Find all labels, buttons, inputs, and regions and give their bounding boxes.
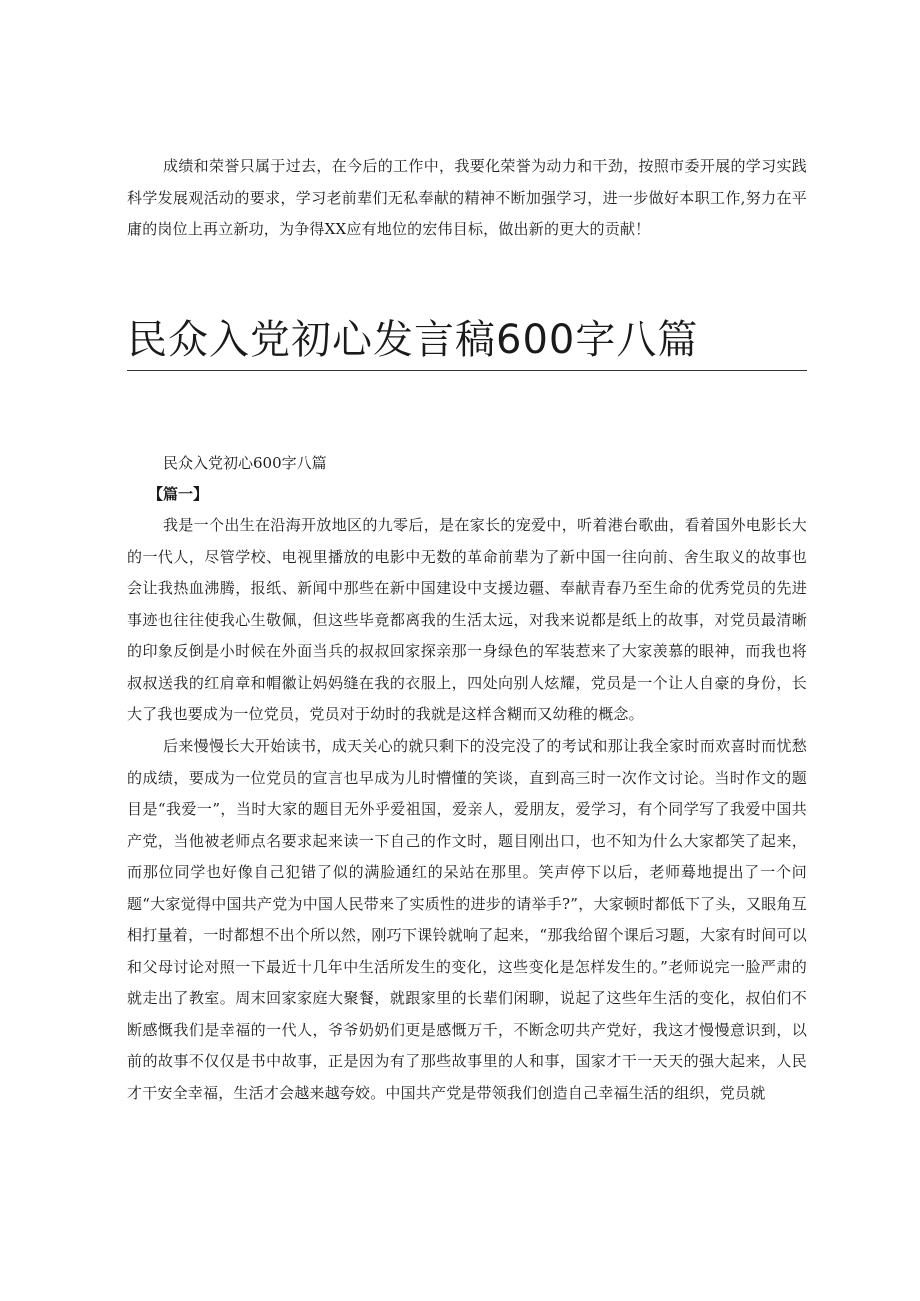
document-title-block (127, 312, 807, 371)
document-subtitle: 民众入党初心600字八篇 (163, 454, 327, 472)
document-title: 民众入党初心发言稿600字八篇 (127, 317, 699, 363)
body-paragraph: 我是一个出生在沿海开放地区的九零后，是在家长的宠爱中，听着港台歌曲，看着国外电影长大的一代人，尽管学校、电视里播放的电影中无数的革命前辈为了新中国一往向前、舍生取义的故事也会让我热血沸腾，报纸、新闻中那些在新中国建设中支援边疆、奉献青春乃至生命的优秀党员的先进事迹也往往使我心生敬佩，但这些毕竟都离我的生活太远，对我来说都是纸上的故事，对党员最清晰的印象反倒是小时候在外面当兵的叔叔回家探亲那一身绿色的军装惹来了大家羡慕的眼神，而我也将叔叔送我的红肩章和帽徽让妈妈缝在我的衣服上，四处向别人炫耀，党员是一个让人自豪的身份，长大了我也要成为一位党员，党员对于幼时的我就是这样含糊而又幼稚的概念。 (127, 516, 807, 723)
intro-paragraph: 成绩和荣誉只属于过去，在今后的工作中，我要化荣誉为动力和干劲，按照市委开展的学习实践科学发展观活动的要求，学习老前辈们无私奉献的精神不断加强学习，进一步做好本职工作,努力在平庸的岗位上再立新功，为争得XX应有地位的宏伟目标，做出新的更大的贡献！ (127, 157, 807, 238)
body-paragraph: 后来慢慢长大开始读书，成天关心的就只剩下的没完没了的考试和那让我全家时而欢喜时而忧愁的成绩，要成为一位党员的宣言也早成为儿时懵懂的笑谈，直到高三时一次作文讨论。当时作文的题目是“我爱一”，当时大家的题目无外乎爱祖国，爱亲人，爱朋友，爱学习，有个同学写了我爱中国共产党，当他被老师点名要求起来读一下自己的作文时，题目刚出口，也不知为什么大家都笑了起来，而那位同学也好像自己犯错了似的满脸通红的呆站在那里。笑声停下以后，老师蓦地提出了一个问题“大家觉得中国共产党为中国人民带来了实质性的进步的请举手?”，大家顿时都低下了头，又眼角互相打量着，一时都想不出个所以然，刚巧下课铃就响了起来，“那我给留个课后习题，大家有时间可以和父母讨论对照一下最近十几年中生活所发生的变化，这些变化是怎样发生的。”老师说完一脸严肃的就走出了教室。周末回家家庭大聚餐，就跟家里的长辈们闲聊，说起了这些年生活的变化，叔伯们不断感慨我们是幸福的一代人，爷爷奶奶们更是感慨万千，不断念叨共产党好，我这才慢慢意识到，以前的故事不仅仅是书中故事，正是因为有了那些故事里的人和事，国家才干一天天的强大起来，人民才干安全幸福，生活才会越来越夸姣。中国共产党是带领我们创造自己幸福生活的组织，党员就 (127, 737, 807, 1102)
section-label: 【篇一】 (148, 485, 209, 503)
